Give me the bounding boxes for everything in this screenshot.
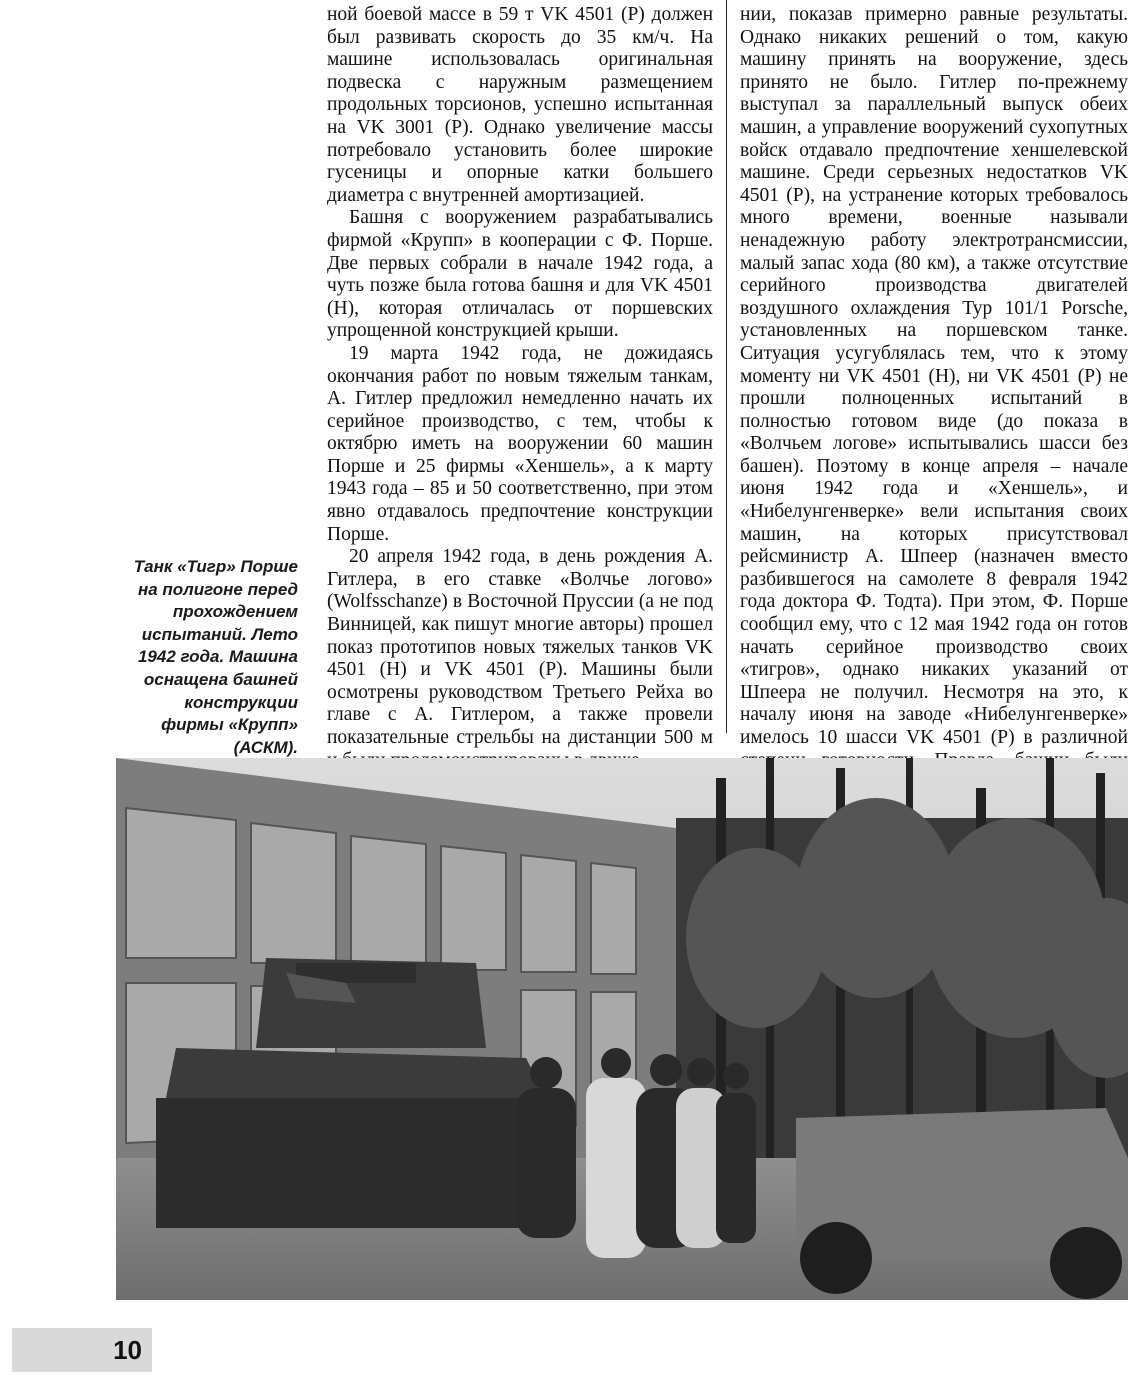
text-column-right (740, 4, 1128, 795)
page-number-box (12, 1328, 152, 1372)
paragraph: Башня с вооружением разрабатывались фирмой «Крупп» в кооперации с Ф. Порше. Две первых собрали в начале 1942 года, а чуть позже была готова башня и для VK 4501 (H), которая отличалась от поршевских упрощенной конструкцией крыши. (327, 207, 713, 342)
photo-caption: Танк «Тигр» Порше на полигоне перед прохождением испытаний. Лето 1942 года. Машина оснащена башней конструкции фирмы «Крупп» (АСКМ). (133, 557, 298, 757)
photo-illustration (116, 758, 1128, 1300)
text-column-left (327, 4, 713, 772)
page-number: 10 (113, 1335, 142, 1365)
paragraph: нии, показав примерно равные результаты. Однако никаких решений о том, какую машину принять на вооружение, здесь принято не было. Гитлер по-прежнему выступал за параллельный выпуск обеих машин, а управление вооружений сухопутных войск отдавало предпочтение хеншелевской машине. Среди серьезных недостатков VK 4501 (P), на устранение которых требовалось много времени, военные называли ненадежную работу электротрансмиссии, малый запас хода (80 км), а также отсутствие серийного производства двигателей воздушного охлаждения Typ 101/1 Porsche, установленных на поршевском танке. Ситуация усугублялась тем, что к этому моменту ни VK 4501 (H), ни VK 4501 (P) не прошли полноценных испытаний в полностью готовом виде (до показа в «Волчьем логове» испытывались шасси без башен). Поэтому в конце апреля – начале июня 1942 года и «Хеншель», и «Нибелунгенверке» вели испытания своих машин, на которых присутствовал рейсминистр А. Шпеер (назначен вместо разбившегося на самолете 8 февраля 1942 года доктора Ф. Тодта). При этом, Ф. Порше сообщил ему, что с 12 мая 1942 года он готов начать серийное производство своих «тигров», однако никаких указаний от Шпеера не получил. Несмотря на это, к началу июня на заводе «Нибелунгенверке» имелось 10 шасси VK 4501 (P) в различной (740, 4, 1128, 748)
paragraph: 20 апреля 1942 года, в день рождения А. Гитлера, в его ставке «Волчье логово» (Wolfsschanze) в Восточной Пруссии (а не под Винницей, как пишут многие авторы) прошел показ прототипов новых тяжелых танков VK 4501 (H) и VK 4501 (P). Машины были осмотрены руководством Третьего Рейха во главе с А. Гитлером, а также провели показательные стрельбы на дистанции 500 м (327, 546, 713, 748)
column-divider (726, 0, 727, 733)
paragraph: ной боевой массе в 59 т VK 4501 (P) должен был развивать скорость до 35 км/ч. На машине использовалась оригинальная подвеска с наружным размещением продольных торсионов, успешно испытанная на VK 3001 (P). Однако увеличение массы потребовало установить более широкие гусеницы и опорные катки большего диаметра с внутренней амортизацией. (327, 4, 713, 206)
historical-photo (116, 758, 1128, 1300)
paragraph: 19 марта 1942 года, не дожидаясь окончания работ по новым тяжелым танкам, А. Гитлер предложил немедленно начать их серийное производство, с тем, чтобы к октябрю иметь на вооружении 60 машин Порше и 25 фирмы «Хеншель», а к марту 1943 года – 85 и 50 соответственно, при этом явно отдавалось предпочтение конструкции Порше. (327, 342, 713, 545)
